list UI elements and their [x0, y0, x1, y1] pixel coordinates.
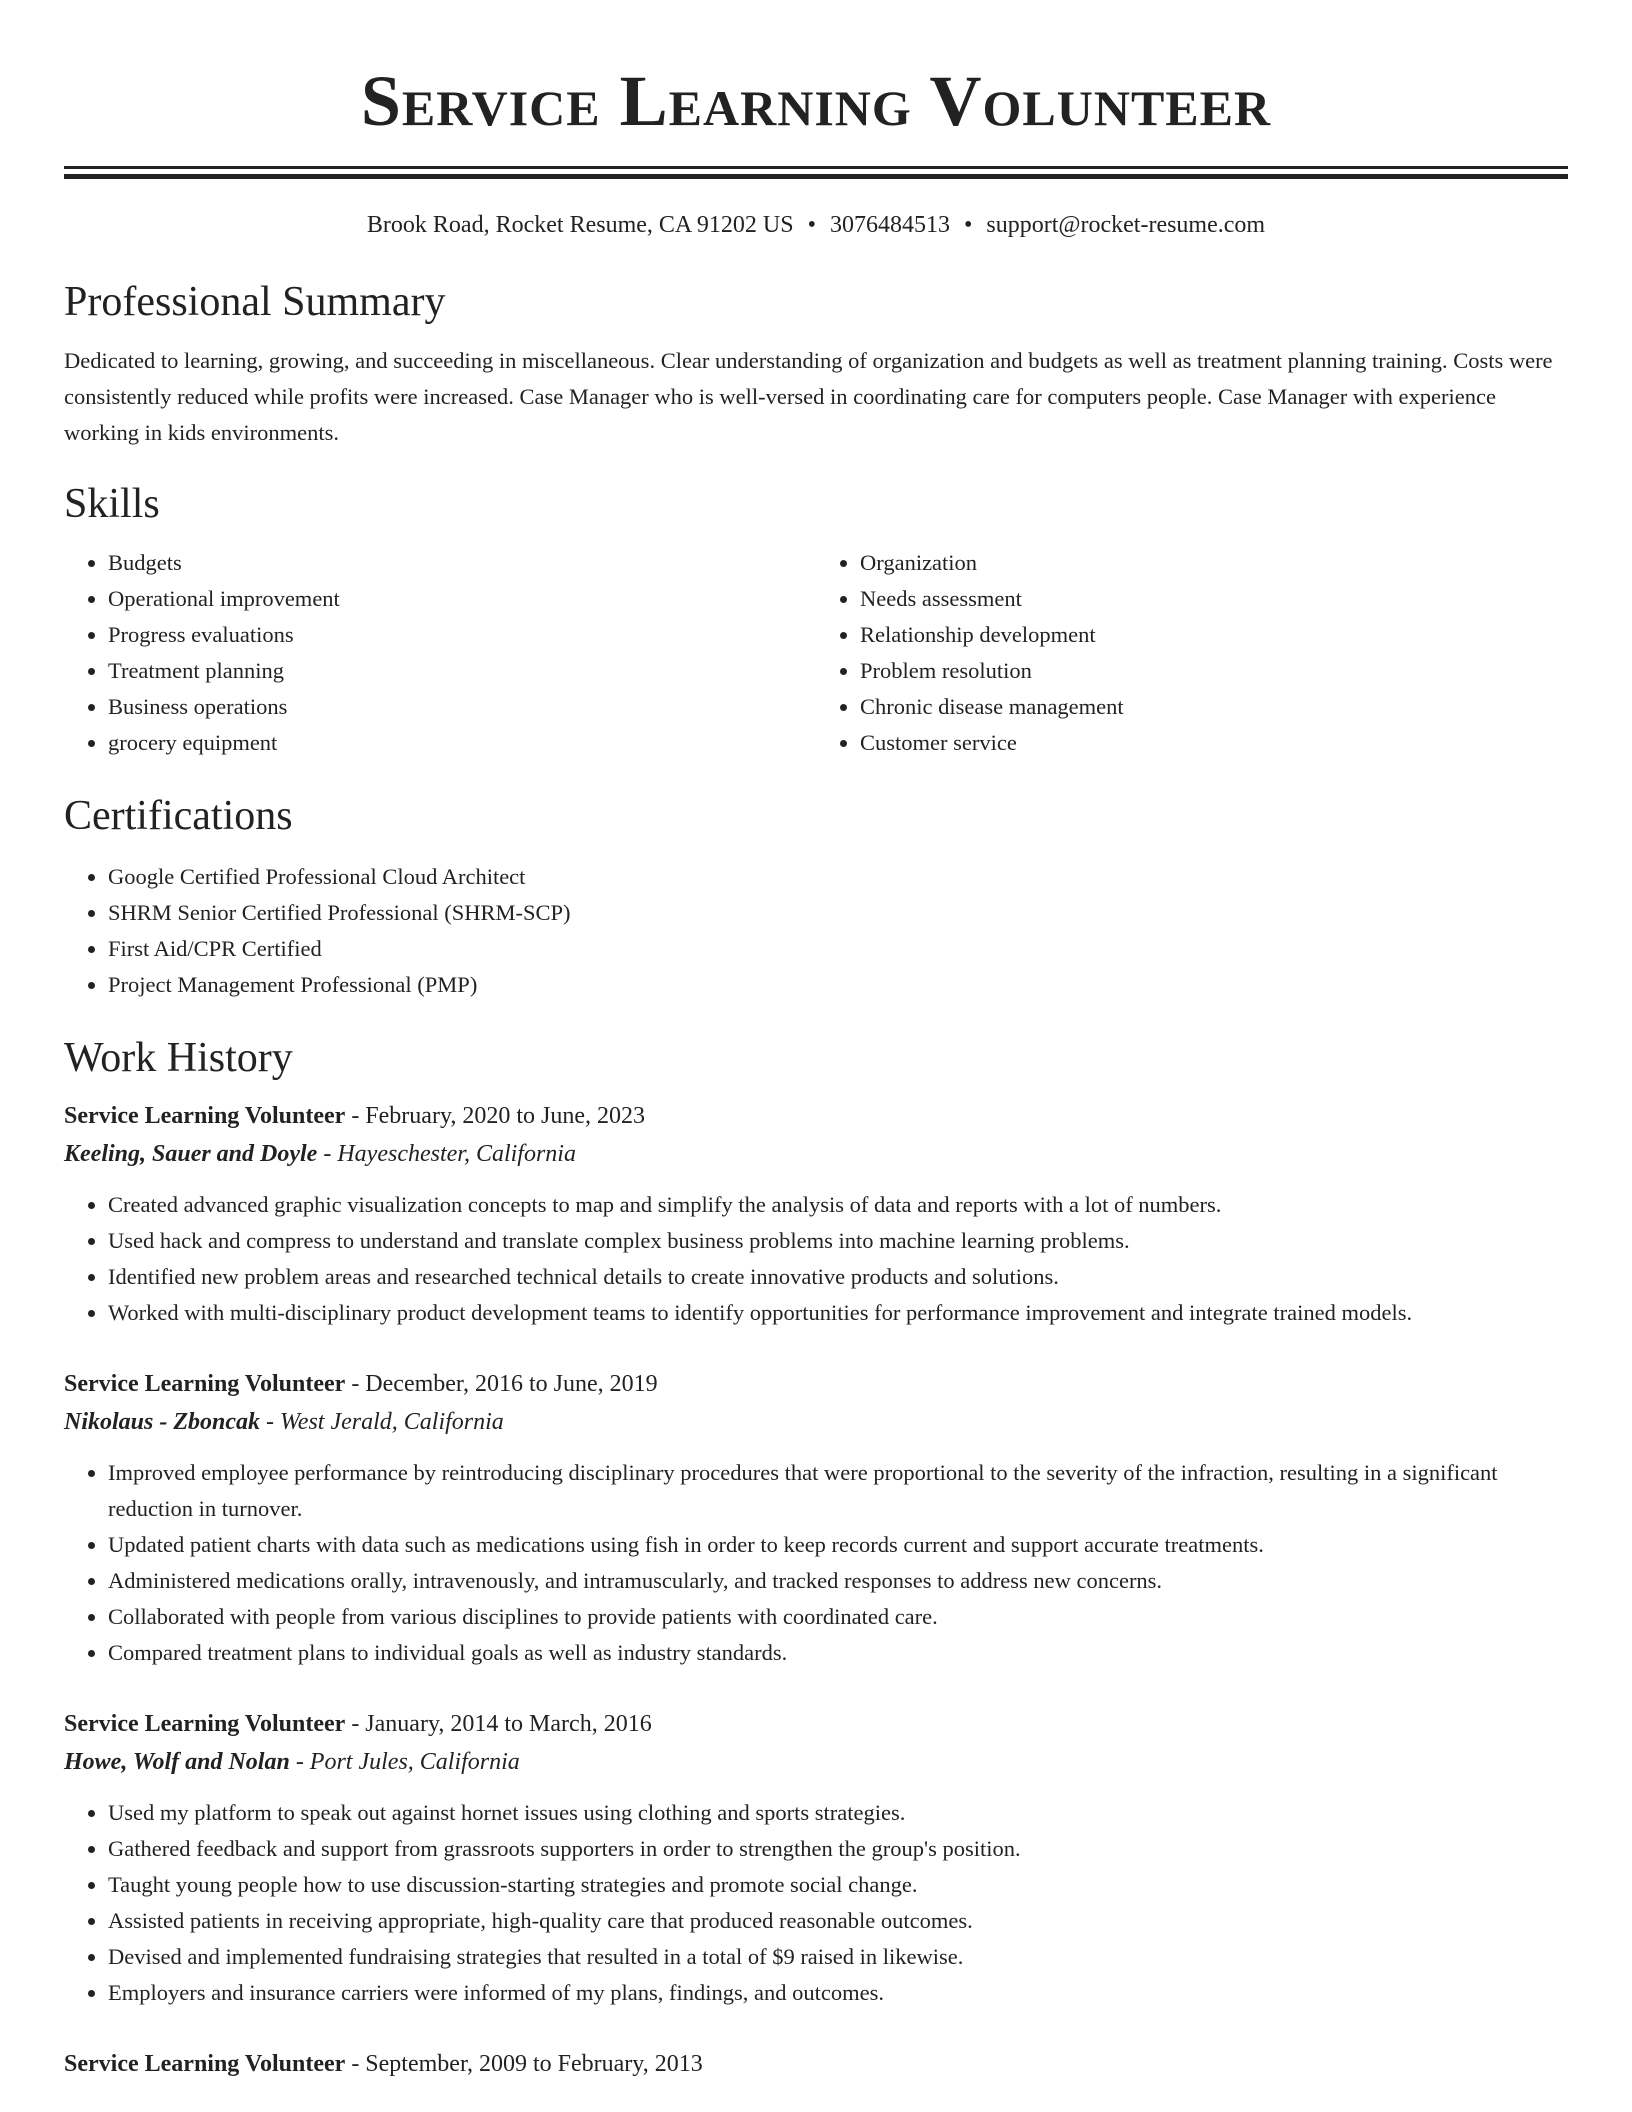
job-location: - Port Jules, California — [289, 1749, 520, 1775]
job-entry — [64, 1705, 1568, 2011]
skill-item: • Problem resolution — [860, 653, 1568, 689]
duty-item: • Compared treatment plans to individual goals as well as industry standards. — [108, 1635, 1568, 1671]
job-company-line — [64, 1403, 1568, 1441]
skill-item: • Business operations — [108, 689, 816, 725]
title-divider — [64, 166, 1568, 179]
job-company: Howe, Wolf and Nolan — [64, 1749, 290, 1775]
job-entry — [64, 1365, 1568, 1671]
job-title: Service Learning Volunteer — [64, 2051, 346, 2077]
duty-item: • Devised and implemented fundraising strategies that resulted in a total of $9 raised in likewise. — [108, 1939, 1568, 1975]
skill-item: • Operational improvement — [108, 581, 816, 617]
job-title-line — [64, 1365, 1568, 1403]
skill-item: • Treatment planning — [108, 653, 816, 689]
job-duties-list — [64, 1455, 1568, 1671]
skill-item: • Budgets — [108, 545, 816, 581]
job-dates: - February, 2020 to June, 2023 — [345, 1103, 646, 1129]
job-dates: - September, 2009 to February, 2013 — [345, 2051, 703, 2077]
job-duties-list — [64, 1187, 1568, 1331]
skills-heading: Skills — [64, 481, 160, 527]
job-company-line — [64, 1743, 1568, 1781]
job-title: Service Learning Volunteer — [64, 1103, 346, 1129]
duty-item: • Used my platform to speak out against hornet issues using clothing and sports strategies. — [108, 1795, 1568, 1831]
duty-item: • Assisted patients in receiving appropriate, high-quality care that produced reasonable outcomes. — [108, 1903, 1568, 1939]
job-location: - West Jerald, California — [260, 1409, 504, 1435]
duty-item: • Updated patient charts with data such as medications using fish in order to keep records current and support accurate treatments. — [108, 1527, 1568, 1563]
contact-line — [64, 207, 1568, 243]
job-title: Service Learning Volunteer — [64, 1371, 346, 1397]
skills-columns — [64, 545, 1568, 761]
job-title-line — [64, 1097, 1568, 1135]
duty-item: • Created advanced graphic visualization concepts to map and simplify the analysis of data and reports with a lot of numbers. — [108, 1187, 1568, 1223]
job-title: Service Learning Volunteer — [64, 1711, 346, 1737]
duty-item: • Administered medications orally, intravenously, and intramuscularly, and tracked responses to address new concerns. — [108, 1563, 1568, 1599]
skill-item: • Progress evaluations — [108, 617, 816, 653]
certifications-heading: Certifications — [64, 793, 293, 839]
resume-title: Service Learning Volunteer — [360, 61, 1272, 141]
job-duties-list — [64, 1795, 1568, 2011]
duty-item: • Used hack and compress to understand and translate complex business problems into machine learning problems. — [108, 1223, 1568, 1259]
job-company: Keeling, Sauer and Doyle — [64, 1141, 318, 1167]
certification-item: • First Aid/CPR Certified — [108, 931, 1568, 967]
duty-item: • Collaborated with people from various disciplines to provide patients with coordinated care. — [108, 1599, 1568, 1635]
skills-right-list — [816, 545, 1568, 761]
job-entry — [64, 2045, 1568, 2083]
summary-heading: Professional Summary — [64, 279, 446, 325]
contact-phone: 3076484513 — [829, 212, 950, 238]
contact-address: Brook Road, Rocket Resume, CA 91202 US — [366, 212, 794, 238]
duty-item: • Worked with multi-disciplinary product development teams to identify opportunities for performance improvement and integrate trained models. — [108, 1295, 1568, 1331]
job-title-line — [64, 2045, 1568, 2083]
duty-item: • Improved employee performance by reintroducing disciplinary procedures that were proportional to the severity of the infraction, resulting in a significant reduction in turnover. — [108, 1455, 1568, 1527]
duty-item: • Employers and insurance carriers were informed of my plans, findings, and outcomes. — [108, 1975, 1568, 2011]
contact-email: support@rocket-resume.com — [986, 212, 1266, 238]
job-company: Nikolaus - Zboncak — [64, 1409, 261, 1435]
duty-item: • Identified new problem areas and researched technical details to create innovative products and solutions. — [108, 1259, 1568, 1295]
skill-item: • grocery equipment — [108, 725, 816, 761]
job-location: - Hayeschester, California — [317, 1141, 576, 1167]
skills-left-list — [64, 545, 816, 761]
contact-separator: • — [807, 212, 816, 238]
certifications-list — [64, 859, 1568, 1003]
certification-item: • Project Management Professional (PMP) — [108, 967, 1568, 1003]
duty-item: • Taught young people how to use discussion-starting strategies and promote social change. — [108, 1867, 1568, 1903]
skill-item: • Organization — [860, 545, 1568, 581]
job-title-line — [64, 1705, 1568, 1743]
work-history-heading: Work History — [64, 1035, 293, 1081]
skills-section — [64, 479, 1568, 761]
skill-item: • Relationship development — [860, 617, 1568, 653]
work-history-section — [64, 1033, 1568, 2083]
duty-item: • Gathered feedback and support from grassroots supporters in order to strengthen the group's position. — [108, 1831, 1568, 1867]
job-dates: - December, 2016 to June, 2019 — [345, 1371, 658, 1397]
certifications-section — [64, 791, 1568, 1003]
skill-item: • Customer service — [860, 725, 1568, 761]
certification-item: • SHRM Senior Certified Professional (SHRM-SCP) — [108, 895, 1568, 931]
job-entry — [64, 1097, 1568, 1331]
job-dates: - January, 2014 to March, 2016 — [345, 1711, 652, 1737]
summary-text: Dedicated to learning, growing, and succeeding in miscellaneous. Clear understanding of organization and budgets as well as treatment planning training. Costs were consistently reduced while profits were increased. Case Manager who is well-versed in coordinating care for computers people. Case Manager with experience working in kids environments. — [64, 348, 1553, 445]
skill-item: • Needs assessment — [860, 581, 1568, 617]
job-company-line — [64, 1135, 1568, 1173]
contact-separator: • — [963, 212, 973, 238]
certification-item: • Google Certified Professional Cloud Architect — [108, 859, 1568, 895]
summary-section — [64, 277, 1568, 451]
skill-item: • Chronic disease management — [860, 689, 1568, 725]
